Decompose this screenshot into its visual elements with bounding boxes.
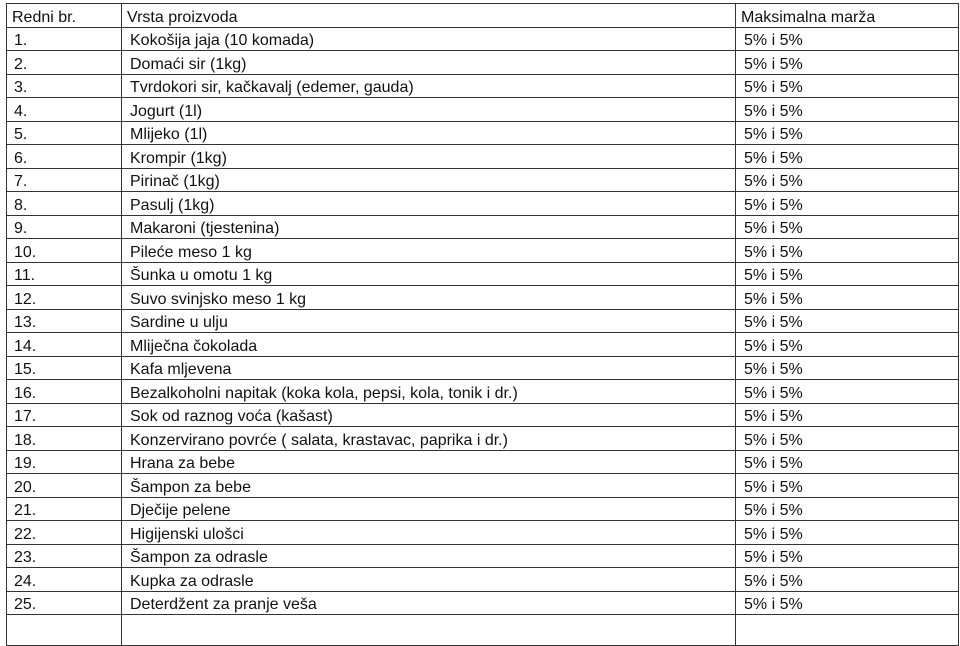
- margin-cell: 5% i 5%: [736, 521, 959, 545]
- margin-cell: 5% i 5%: [736, 51, 959, 75]
- row-number-cell: 8.: [7, 192, 122, 216]
- margin-cell: 5% i 5%: [736, 98, 959, 122]
- table-row: [7, 591, 959, 615]
- table-row: [7, 497, 959, 521]
- product-cell: Sardine u ulju: [122, 309, 736, 333]
- table-row: [7, 286, 959, 310]
- margin-cell: 5% i 5%: [736, 168, 959, 192]
- margin-cell: 5% i 5%: [736, 27, 959, 51]
- row-number-cell: 13.: [7, 309, 122, 333]
- table-row: [7, 380, 959, 404]
- row-number-cell: 3.: [7, 74, 122, 98]
- row-number-cell: 1.: [7, 27, 122, 51]
- table-row: [7, 27, 959, 51]
- header-max-margin: Maksimalna marža: [736, 4, 959, 28]
- table-row: [7, 403, 959, 427]
- row-number-cell: 20.: [7, 474, 122, 498]
- product-cell: Pasulj (1kg): [122, 192, 736, 216]
- table-row: [7, 356, 959, 380]
- table-row: [7, 192, 959, 216]
- margin-cell: 5% i 5%: [736, 450, 959, 474]
- row-number-cell: 22.: [7, 521, 122, 545]
- margin-cell: 5% i 5%: [736, 192, 959, 216]
- table-row: [7, 51, 959, 75]
- margin-cell: 5% i 5%: [736, 262, 959, 286]
- product-cell: Konzervirano povrće ( salata, krastavac, paprika i dr.): [122, 427, 736, 451]
- product-cell: Suvo svinjsko meso 1 kg: [122, 286, 736, 310]
- product-cell: Dječije pelene: [122, 497, 736, 521]
- table-row: [7, 544, 959, 568]
- table-row: [7, 74, 959, 98]
- table-row-empty: [7, 615, 959, 646]
- product-cell: Hrana za bebe: [122, 450, 736, 474]
- row-number-cell: 10.: [7, 239, 122, 263]
- row-number-cell: 19.: [7, 450, 122, 474]
- margin-cell: 5% i 5%: [736, 544, 959, 568]
- margin-cell: 5% i 5%: [736, 403, 959, 427]
- table-row: [7, 427, 959, 451]
- row-number-cell: 25.: [7, 591, 122, 615]
- margin-cell: 5% i 5%: [736, 286, 959, 310]
- margin-cell: 5% i 5%: [736, 380, 959, 404]
- product-cell: Šampon za odrasle: [122, 544, 736, 568]
- table-row: [7, 145, 959, 169]
- row-number-cell: 7.: [7, 168, 122, 192]
- row-number-cell: 9.: [7, 215, 122, 239]
- table-body: [7, 27, 959, 646]
- product-cell: Higijenski ulošci: [122, 521, 736, 545]
- margin-cell: 5% i 5%: [736, 239, 959, 263]
- row-number-cell: 6.: [7, 145, 122, 169]
- price-margin-table: [6, 3, 959, 646]
- product-cell: Makaroni (tjestenina): [122, 215, 736, 239]
- row-number-cell: 17.: [7, 403, 122, 427]
- margin-cell: 5% i 5%: [736, 74, 959, 98]
- product-cell: Jogurt (1l): [122, 98, 736, 122]
- product-cell: Kupka za odrasle: [122, 568, 736, 592]
- product-cell: Bezalkoholni napitak (koka kola, pepsi, kola, tonik i dr.): [122, 380, 736, 404]
- margin-cell: 5% i 5%: [736, 356, 959, 380]
- product-cell: Mliječna čokolada: [122, 333, 736, 357]
- row-number-cell: 24.: [7, 568, 122, 592]
- table-row: [7, 262, 959, 286]
- margin-cell: 5% i 5%: [736, 333, 959, 357]
- product-cell: Mlijeko (1l): [122, 121, 736, 145]
- header-product-type: Vrsta proizvoda: [122, 4, 736, 28]
- product-cell: Deterdžent za pranje veša: [122, 591, 736, 615]
- product-cell: Šunka u omotu 1 kg: [122, 262, 736, 286]
- empty-cell: [122, 615, 736, 646]
- product-cell: Sok od raznog voća (kašast): [122, 403, 736, 427]
- table-row: [7, 568, 959, 592]
- product-cell: Kokošija jaja (10 komada): [122, 27, 736, 51]
- row-number-cell: 14.: [7, 333, 122, 357]
- table-row: [7, 333, 959, 357]
- product-cell: Pirinač (1kg): [122, 168, 736, 192]
- table-row: [7, 309, 959, 333]
- table-row: [7, 121, 959, 145]
- empty-cell: [736, 615, 959, 646]
- row-number-cell: 18.: [7, 427, 122, 451]
- margin-cell: 5% i 5%: [736, 121, 959, 145]
- margin-cell: 5% i 5%: [736, 309, 959, 333]
- table-row: [7, 474, 959, 498]
- table-row: [7, 521, 959, 545]
- product-cell: Pileće meso 1 kg: [122, 239, 736, 263]
- row-number-cell: 5.: [7, 121, 122, 145]
- row-number-cell: 2.: [7, 51, 122, 75]
- empty-cell: [7, 615, 122, 646]
- table-header-row: [7, 4, 959, 28]
- margin-cell: 5% i 5%: [736, 427, 959, 451]
- margin-cell: 5% i 5%: [736, 497, 959, 521]
- row-number-cell: 23.: [7, 544, 122, 568]
- table-row: [7, 98, 959, 122]
- row-number-cell: 16.: [7, 380, 122, 404]
- header-row-number: Redni br.: [7, 4, 122, 28]
- product-cell: Tvrdokori sir, kačkavalj (edemer, gauda): [122, 74, 736, 98]
- margin-cell: 5% i 5%: [736, 474, 959, 498]
- product-cell: Krompir (1kg): [122, 145, 736, 169]
- margin-cell: 5% i 5%: [736, 145, 959, 169]
- row-number-cell: 15.: [7, 356, 122, 380]
- table-row: [7, 239, 959, 263]
- product-cell: Šampon za bebe: [122, 474, 736, 498]
- table-row: [7, 168, 959, 192]
- table-row: [7, 450, 959, 474]
- row-number-cell: 12.: [7, 286, 122, 310]
- margin-cell: 5% i 5%: [736, 215, 959, 239]
- table-row: [7, 215, 959, 239]
- row-number-cell: 11.: [7, 262, 122, 286]
- row-number-cell: 4.: [7, 98, 122, 122]
- product-cell: Kafa mljevena: [122, 356, 736, 380]
- margin-cell: 5% i 5%: [736, 568, 959, 592]
- row-number-cell: 21.: [7, 497, 122, 521]
- margin-cell: 5% i 5%: [736, 591, 959, 615]
- product-cell: Domaći sir (1kg): [122, 51, 736, 75]
